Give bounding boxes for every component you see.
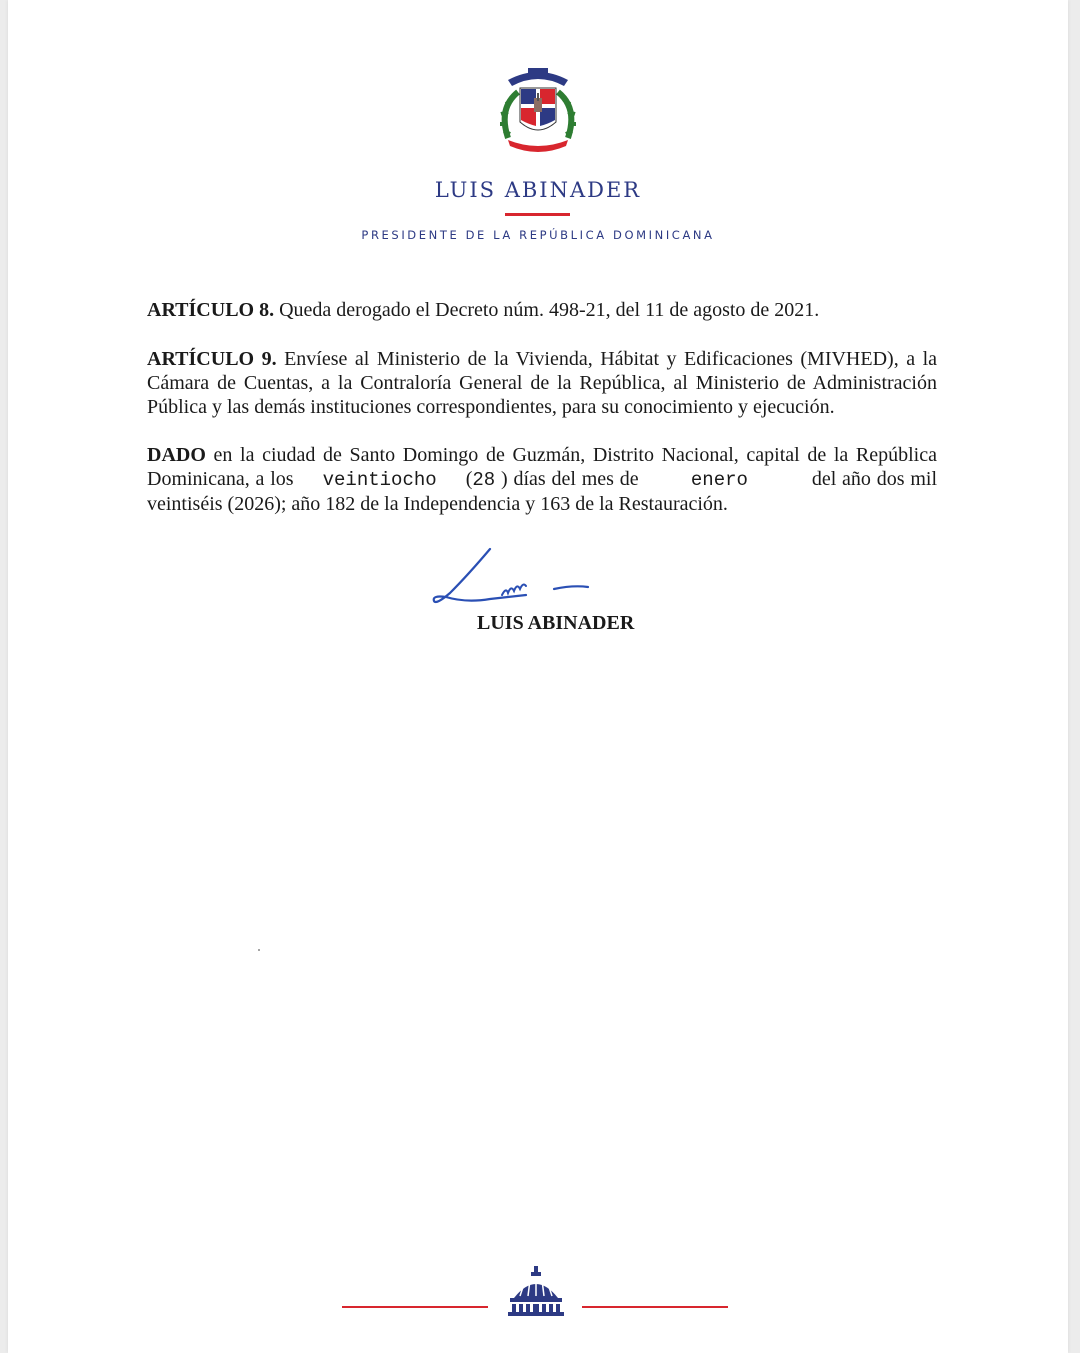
article-8-text: Queda derogado el Decreto núm. 498-21, del 11 de agosto de 2021. xyxy=(279,299,820,321)
dado-heading: DADO xyxy=(147,444,206,466)
dado-month: enero xyxy=(690,469,748,491)
letterhead-name: LUIS ABINADER xyxy=(434,178,642,202)
palace-dome-icon xyxy=(508,1266,564,1316)
footer-rule-left xyxy=(342,1306,488,1308)
letterhead-subtitle: PRESIDENTE DE LA REPÚBLICA DOMINICANA xyxy=(361,228,715,242)
dado-text-1: en la ciudad de Santo Domingo de Guzmán, Distrito Nacional, capital de la República Dominicana, a los xyxy=(147,444,937,490)
dado-day-words: veintiocho xyxy=(322,469,437,491)
dado-day-number: 28 xyxy=(472,469,496,491)
letterhead-divider xyxy=(505,213,570,216)
handwritten-signature-icon xyxy=(428,545,598,617)
article-8-heading: ARTÍCULO 8. xyxy=(147,299,275,321)
article-9 xyxy=(147,347,937,419)
footer-rule-right xyxy=(582,1306,728,1308)
article-8 xyxy=(147,298,937,322)
dado-paragraph: DADO en la ciudad de Santo Domingo de Guzmán, Distrito Nacional, capital de la República Dominicana, a los veintiocho (28 ) días del mes de enero del año dos mil veintiséis (2026); año 182 de la Independencia y 163 de la Restauración. xyxy=(147,444,938,515)
article-9-heading: ARTÍCULO 9. xyxy=(147,348,277,370)
dado-text-3: del año dos mil veintiséis (2026); año 182 de la Independencia y 163 de la Restauración. xyxy=(147,468,938,515)
article-9-text: Envíese al Ministerio de la Vivienda, Hábitat y Edificaciones (MIVHED), a la Cámara de Cuentas, a la Contraloría General de la República, al Ministerio de Administración Pública y las demás instituciones correspondientes, para su conocimiento y ejecución. xyxy=(147,348,937,418)
signer-name: LUIS ABINADER xyxy=(477,612,635,634)
scan-speck xyxy=(258,949,260,951)
coat-of-arms-icon xyxy=(490,60,586,156)
document-page xyxy=(8,0,1068,1353)
dado-text-2: días del mes de xyxy=(513,468,639,490)
